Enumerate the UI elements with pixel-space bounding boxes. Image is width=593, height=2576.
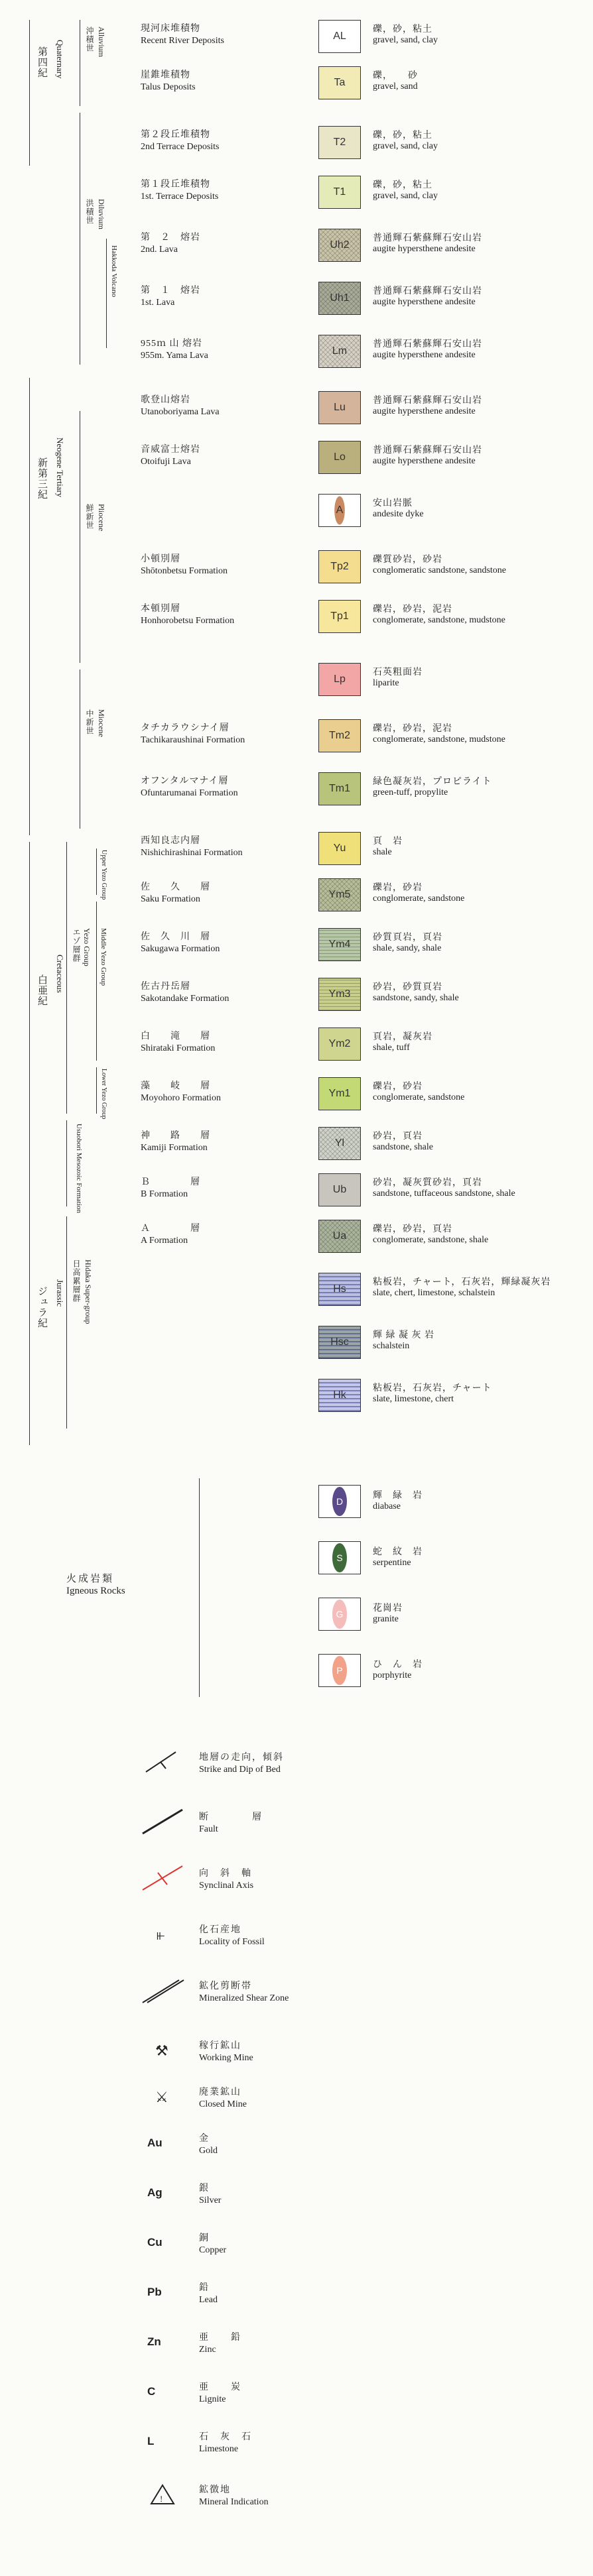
era-quaternary-en: Quaternary [55,40,65,79]
shear-icon [139,1977,186,2004]
unit-symbol-box: Yu [318,832,361,865]
unit-symbol-box: Ym4 [318,928,361,961]
igneous-lens: S [332,1543,347,1572]
unit-name-en: Nishichirashinai Formation [141,848,243,858]
unit-name-ja: 本頓別層 [141,604,180,614]
unit-symbol-box: Ta [318,66,361,99]
unit-lithology-ja: 石英粗面岩 [373,668,423,677]
strike-dip-icon [139,1749,186,1775]
unit-lithology-ja: 礫質砂岩，砂岩 [373,555,442,565]
igneous-name-ja: ひ ん 岩 [373,1660,423,1670]
epoch-alluvium-ja: 沖積世 [85,27,94,52]
unit-lithology-en: augite hypersthene andesite [373,406,476,416]
epoch-pliocene-en: Pliocene [97,504,106,532]
unit-name-ja: 小頓別層 [141,554,180,564]
era-jurassic-en: Jurassic [55,1279,65,1307]
igneous-symbol-box [318,1485,361,1518]
unit-symbol-box: Lp [318,663,361,696]
unit-lithology-ja: 礫，砂，粘土 [373,180,432,190]
unit-lithology-ja: 礫，砂，粘土 [373,25,432,34]
unit-lithology-en: shale [373,847,392,857]
legend-label-en: Synclinal Axis [199,1881,254,1891]
igneous-lens: D [332,1487,347,1516]
unit-name-ja: Ａ 層 [141,1224,200,1234]
legend-label-en: Closed Mine [199,2099,247,2109]
element-symbol-icon: Cu [147,2236,163,2249]
unit-lithology-ja: 礫， 砂 [373,71,418,81]
unit-lithology-ja: 普通輝石紫蘇輝石安山岩 [373,286,482,296]
unit-lithology-en: andesite dyke [373,509,424,519]
closed-mine-icon [139,2083,186,2110]
unit-name-ja: 歌登山熔岩 [141,395,190,405]
unit-name-ja: 第１段丘堆積物 [141,180,210,190]
legend-label-ja: 化石産地 [199,1925,241,1935]
unit-lithology-en: liparite [373,678,399,688]
legend-label-en: Lignite [199,2394,226,2404]
era-jurassic-ja: ジュラ紀 [36,1286,47,1328]
unit-name-ja: 白 滝 層 [141,1031,210,1041]
upper-yezo-label: Upper Yezo Group [100,850,107,900]
unit-name-ja: 955ｍ 山 熔岩 [141,339,202,349]
legend-label-ja: 銀 [199,2184,210,2194]
unit-name-en: 2nd Terrace Deposits [141,142,220,152]
era-cretaceous-en: Cretaceous [55,955,65,993]
element-symbol-icon: Pb [147,2286,162,2298]
unit-lithology-ja: 砂岩，頁岩 [373,1132,423,1142]
unit-lithology-en: conglomerate, sandstone, mudstone [373,734,505,744]
unit-name-en: 955m. Yama Lava [141,351,208,361]
unit-name-en: Talus Deposits [141,82,196,92]
unit-lithology-en: slate, limestone, chert [373,1394,454,1404]
unit-symbol-box: A [318,494,361,527]
unit-name-ja: 神 路 層 [141,1131,210,1141]
unit-lithology-en: gravel, sand [373,82,418,91]
unit-symbol-box: Yl [318,1127,361,1160]
unit-name-en: Honhorobetsu Formation [141,616,235,626]
unit-lithology-ja: 礫，砂，粘土 [373,131,432,141]
unit-name-ja: オフンタルマナイ層 [141,776,229,786]
unit-lithology-en: augite hypersthene andesite [373,350,476,360]
unit-symbol-box: Lo [318,441,361,474]
unit-lithology-ja: 普通輝石紫蘇輝石安山岩 [373,396,482,406]
unit-name-en: Utanoboriyama Lava [141,407,220,417]
element-symbol-icon: Zn [147,2335,161,2348]
unit-lithology-ja: 普通輝石紫蘇輝石安山岩 [373,339,482,349]
legend-label-ja: 地層の走向，傾斜 [199,1753,284,1763]
unit-symbol-box: Tp2 [318,550,361,583]
igneous-lens: G [332,1600,347,1629]
element-symbol-icon: L [147,2435,155,2447]
unit-name-en: Saku Formation [141,894,200,904]
unit-name-en: Sakugawa Formation [141,944,220,954]
igneous-symbol-box [318,1541,361,1574]
unit-symbol-box: Uh1 [318,282,361,315]
unit-lithology-en: green-tuff, propylite [373,788,448,797]
unit-symbol-box: T2 [318,126,361,159]
yezo-group-en: Yezo Group [82,928,92,966]
legend-label-ja: 銅 [199,2233,210,2243]
unit-name-ja: 音威富士熔岩 [141,445,200,455]
svg-text:!: ! [160,2494,163,2504]
legend-label-en: Locality of Fossil [199,1937,265,1947]
unit-symbol-box: Ym1 [318,1077,361,1110]
legend-label-en: Fault [199,1824,218,1834]
unit-name-en: Tachikaraushinai Formation [141,735,245,745]
legend-label-ja: 向 斜 軸 [199,1869,252,1879]
unit-name-ja: 西知良志内層 [141,836,200,846]
unit-name-en: Shirataki Formation [141,1043,216,1053]
unit-lithology-en: conglomeratic sandstone, sandstone [373,565,507,575]
unit-name-en: Otoifuji Lava [141,457,191,467]
hakkoda-label: Hakkoda Volcano [110,245,118,298]
svg-text:⚒: ⚒ [155,2042,168,2059]
igneous-title-en: Igneous Rocks [66,1586,125,1596]
legend-label-en: Limestone [199,2444,239,2454]
unit-lithology-en: conglomerate, sandstone, shale [373,1235,489,1245]
igneous-name-ja: 花崗岩 [373,1604,403,1613]
unit-lithology-ja: 砂岩，砂質頁岩 [373,982,442,992]
igneous-title-ja: 火成岩類 [66,1574,115,1584]
unit-name-en: 1st. Lava [141,298,175,308]
unit-lithology-en: conglomerate, sandstone [373,1092,465,1102]
unit-symbol-box: Ub [318,1173,361,1206]
legend-label-ja: 石 灰 石 [199,2432,252,2442]
unit-lithology-ja: 頁岩，凝灰岩 [373,1032,432,1042]
unit-lithology-en: conglomerate, sandstone [373,894,465,904]
epoch-diluvium-ja: 洪積世 [85,199,94,225]
syncline-icon [139,1865,186,1891]
legend-label-en: Strike and Dip of Bed [199,1765,281,1775]
unit-symbol-box: Hsc [318,1326,361,1359]
unit-name-ja: 第２段丘堆積物 [141,130,210,140]
element-symbol-icon: Au [147,2137,163,2149]
fossil-icon [139,1921,186,1948]
epoch-diluvium-en: Diluvium [97,199,106,230]
unit-lithology-ja: 頁 岩 [373,837,403,847]
unit-name-en: 2nd. Lava [141,245,178,255]
legend-label-ja: 亜 炭 [199,2382,241,2392]
legend-label-en: Gold [199,2146,218,2156]
unit-lithology-en: shale, tuff [373,1043,410,1053]
legend-label-ja: 廃業鉱山 [199,2087,241,2097]
epoch-miocene-en: Miocene [97,709,106,737]
unit-name-en: Moyohoro Formation [141,1093,221,1103]
unit-lithology-en: gravel, sand, clay [373,191,438,201]
unit-symbol-box: Ym5 [318,878,361,911]
unit-lithology-en: gravel, sand, clay [373,141,438,151]
legend-label-ja: 鉱化剪断帯 [199,1981,252,1991]
era-cretaceous-ja: 白亜紀 [36,974,47,1006]
unit-symbol-box: Hk [318,1379,361,1412]
unit-symbol-box: Ym2 [318,1027,361,1061]
unit-symbol-box: Uh2 [318,229,361,262]
unit-lithology-ja: 粘板岩，石灰岩，チャート [373,1383,492,1393]
unit-lithology-ja: 礫岩，砂岩，頁岩 [373,1224,452,1234]
unit-lithology-ja: 緑色凝灰岩，プロピライト [373,777,492,787]
unit-symbol-box: Lu [318,391,361,424]
svg-text:⚔: ⚔ [155,2089,168,2105]
legend-label-en: Copper [199,2245,227,2255]
unit-name-ja: 第 １ 熔岩 [141,286,200,296]
legend-label-en: Mineralized Shear Zone [199,1993,289,2003]
era-neogene-en: Neogene Tertiary [55,438,65,498]
igneous-name-en: serpentine [373,1558,411,1568]
unit-name-en: B Formation [141,1189,188,1199]
unit-lithology-ja: 普通輝石紫蘇輝石安山岩 [373,233,482,243]
unit-lithology-en: augite hypersthene andesite [373,456,476,466]
unit-symbol-box: Tm1 [318,772,361,805]
era-quaternary-ja: 第四紀 [36,46,47,78]
igneous-name-en: granite [373,1614,399,1624]
unit-symbol-box: Ua [318,1220,361,1253]
indication-icon [139,2481,186,2508]
usuobori-label: Usuobori Mesozoic Formation [75,1124,83,1214]
unit-name-ja: 藻 岐 層 [141,1081,210,1091]
unit-name-en: A Formation [141,1236,188,1246]
working-mine-icon [139,2037,186,2064]
legend-label-en: Silver [199,2195,222,2205]
legend-label-en: Lead [199,2295,218,2305]
unit-lithology-en: sandstone, sandy, shale [373,993,459,1003]
legend-label-ja: 亜 鉛 [199,2333,241,2343]
fault-icon [139,1808,186,1835]
legend-label-en: Zinc [199,2345,216,2355]
svg-text:⫦: ⫦ [157,1926,165,1943]
igneous-name-ja: 輝 緑 岩 [373,1491,423,1501]
yezo-group-ja: エゾ層群 [72,928,81,963]
unit-lithology-en: augite hypersthene andesite [373,244,476,254]
igneous-name-en: porphyrite [373,1670,412,1680]
unit-symbol-box: Lm [318,335,361,368]
unit-lithology-en: sandstone, tuffaceous sandstone, shale [373,1189,515,1199]
igneous-name-ja: 蛇 紋 岩 [373,1547,423,1557]
unit-name-ja: 佐 久 層 [141,882,210,892]
unit-name-ja: 崖錐堆積物 [141,70,190,80]
unit-name-en: Sakotandake Formation [141,994,230,1004]
era-neogene-ja: 新第三紀 [36,457,47,500]
epoch-pliocene-ja: 鮮新世 [85,504,94,530]
legend-label-ja: 稼行鉱山 [199,2041,241,2051]
legend-label-ja: 断 層 [199,1812,263,1822]
unit-symbol-box: Tp1 [318,600,361,633]
unit-lithology-en: conglomerate, sandstone, mudstone [373,615,505,625]
unit-symbol-box: Tm2 [318,719,361,752]
unit-symbol-box: T1 [318,176,361,209]
igneous-symbol-box [318,1598,361,1631]
igneous-name-en: diabase [373,1501,401,1511]
unit-lithology-en: shale, sandy, shale [373,943,442,953]
unit-name-ja: タチカラウシナイ層 [141,723,230,733]
element-symbol-icon: Ag [147,2186,163,2199]
unit-name-en: Shōtonbetsu Formation [141,566,228,576]
unit-lithology-ja: 輝 緑 凝 灰 岩 [373,1330,434,1340]
unit-lithology-ja: 礫岩，砂岩 [373,883,423,893]
unit-name-ja: 佐 久 川 層 [141,932,210,942]
hidaka-ja: 日高累層群 [72,1259,81,1303]
unit-lithology-en: sandstone, shale [373,1142,433,1152]
unit-lithology-ja: 安山岩脈 [373,498,413,508]
igneous-symbol-box [318,1654,361,1687]
igneous-lens: P [332,1656,347,1685]
unit-name-en: Recent River Deposits [141,36,224,46]
unit-lithology-en: slate, chert, limestone, schalstein [373,1288,495,1298]
unit-lithology-ja: 礫岩，砂岩 [373,1082,423,1092]
unit-name-ja: Ｂ 層 [141,1177,200,1187]
unit-name-ja: 現河床堆積物 [141,24,200,34]
unit-lithology-ja: 粘板岩，チャート，石灰岩，輝緑凝灰岩 [373,1277,551,1287]
legend-label-ja: 金 [199,2134,210,2144]
unit-lithology-en: augite hypersthene andesite [373,297,476,307]
unit-name-en: Kamiji Formation [141,1143,208,1153]
unit-symbol-box: Ym3 [318,978,361,1011]
unit-name-en: 1st. Terrace Deposits [141,192,219,202]
unit-lithology-ja: 砂岩，凝灰質砂岩，頁岩 [373,1178,482,1188]
unit-symbol-box: Hs [318,1273,361,1306]
unit-symbol-box: AL [318,20,361,53]
unit-lithology-ja: 砂質頁岩，頁岩 [373,933,442,943]
lower-yezo-label: Lower Yezo Group [100,1069,107,1120]
middle-yezo-label: Middle Yezo Group [99,928,107,986]
hidaka-en: Hidaka Super-group [84,1259,93,1324]
element-symbol-icon: C [147,2385,156,2398]
unit-name-en: Ofuntarumanai Formation [141,788,238,798]
unit-name-ja: 第 ２ 熔岩 [141,233,200,243]
epoch-alluvium-en: Alluvium [97,27,106,58]
legend-label-ja: 鉛 [199,2283,210,2293]
epoch-miocene-ja: 中新世 [85,709,94,735]
legend-label-en: Working Mine [199,2053,253,2063]
unit-lithology-ja: 礫岩，砂岩，泥岩 [373,605,452,615]
legend-label-en: Mineral Indication [199,2497,269,2507]
unit-lithology-en: gravel, sand, clay [373,35,438,45]
unit-lithology-en: schalstein [373,1341,410,1351]
unit-lithology-ja: 礫岩，砂岩，泥岩 [373,724,452,734]
unit-name-ja: 佐古丹岳層 [141,982,190,992]
legend-label-ja: 鉱徴地 [199,2485,231,2495]
unit-lithology-ja: 普通輝石紫蘇輝石安山岩 [373,445,482,455]
